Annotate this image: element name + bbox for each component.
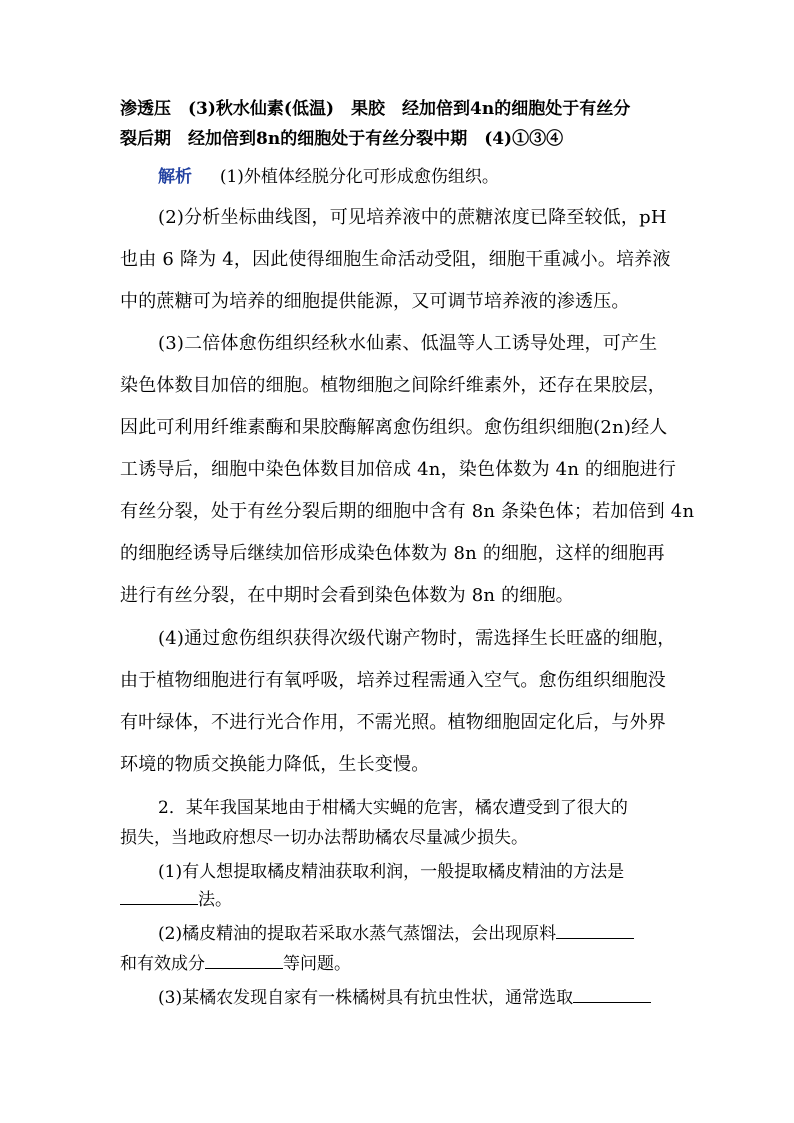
- answer-line-1: 渗透压 (3)秋水仙素(低温) 果胶 经加倍到4n的细胞处于有丝分: [120, 99, 631, 119]
- answer-blank-2[interactable]: [556, 922, 634, 939]
- analysis-p1: [158, 165, 680, 189]
- answer-blank-3[interactable]: [205, 952, 283, 969]
- question2-part2-line-1: [158, 922, 680, 946]
- analysis-p4-line-3: 有叶绿体，不进行光合作用，不需光照。植物细胞固定化后，与外界: [120, 712, 666, 733]
- analysis-p3-line-3: 因此可利用纤维素酶和果胶酶解离愈伤组织。愈伤组织细胞(2n)经人: [120, 417, 668, 438]
- answer-blank-4[interactable]: [573, 986, 651, 1003]
- analysis-p3-line-7: 进行有丝分裂，在中期时会看到染色体数为 8n 的细胞。: [120, 585, 574, 606]
- analysis-p4-line-2: 由于植物细胞进行有氧呼吸，培养过程需通入空气。愈伤组织细胞没: [120, 670, 666, 691]
- question2-part3-line-1: [158, 986, 680, 1010]
- analysis-p4-line-1: (4)通过愈伤组织获得次级代谢产物时，需选择生长旺盛的细胞，: [158, 628, 676, 649]
- answer-blank-1[interactable]: [120, 888, 198, 905]
- question2-part2-end: 等问题。: [283, 954, 351, 974]
- question2-part1-suffix: 法。: [198, 890, 232, 910]
- analysis-p2-line-3: 中的蔗糖可为培养的细胞提供能源，又可调节培养液的渗透压。: [120, 291, 630, 312]
- question2-stem-line-1: 2．某年我国某地由于柑橘大实蝇的危害，橘农遭受到了很大的: [158, 798, 628, 818]
- question2-part2-mid: 和有效成分: [120, 954, 205, 974]
- question2-part3-text: (3)某橘农发现自家有一株橘树具有抗虫性状，通常选取: [158, 988, 574, 1008]
- analysis-p4-line-4: 环境的物质交换能力降低，生长变慢。: [120, 754, 430, 775]
- analysis-p1-text: (1)外植体经脱分化可形成愈伤组织。: [219, 167, 499, 187]
- analysis-p2-line-2: 也由 6 降为 4，因此使得细胞生命活动受阻，细胞干重减小。培养液: [120, 249, 671, 270]
- question2-part2-line-2: [120, 952, 680, 976]
- analysis-label: 解析: [158, 167, 192, 187]
- analysis-p2-line-1: (2)分析坐标曲线图，可见培养液中的蔗糖浓度已降至较低，pH: [158, 207, 667, 228]
- question2-part2-text: (2)橘皮精油的提取若采取水蒸气蒸馏法，会出现原料: [158, 924, 557, 944]
- analysis-p3-line-1: (3)二倍体愈伤组织经秋水仙素、低温等人工诱导处理，可产生: [158, 333, 658, 354]
- analysis-p3-line-6: 的细胞经诱导后继续加倍形成染色体数为 8n 的细胞，这样的细胞再: [120, 543, 665, 564]
- question2-part1-line-1: (1)有人想提取橘皮精油获取利润，一般提取橘皮精油的方法是: [158, 862, 625, 882]
- analysis-p3-line-4: 工诱导后，细胞中染色体数目加倍成 4n，染色体数为 4n 的细胞进行: [120, 459, 677, 480]
- question2-part1-line-2: [120, 888, 680, 912]
- question2-stem-line-2: 损失，当地政府想尽一切办法帮助橘农尽量减少损失。: [120, 828, 528, 848]
- analysis-p3-line-2: 染色体数目加倍的细胞。植物细胞之间除纤维素外，还存在果胶层，: [120, 375, 666, 396]
- analysis-p3-line-5: 有丝分裂，处于有丝分裂后期的细胞中含有 8n 条染色体；若加倍到 4n: [120, 501, 695, 522]
- answer-line-2: 裂后期 经加倍到8n的细胞处于有丝分裂中期 (4)①③④: [120, 129, 564, 149]
